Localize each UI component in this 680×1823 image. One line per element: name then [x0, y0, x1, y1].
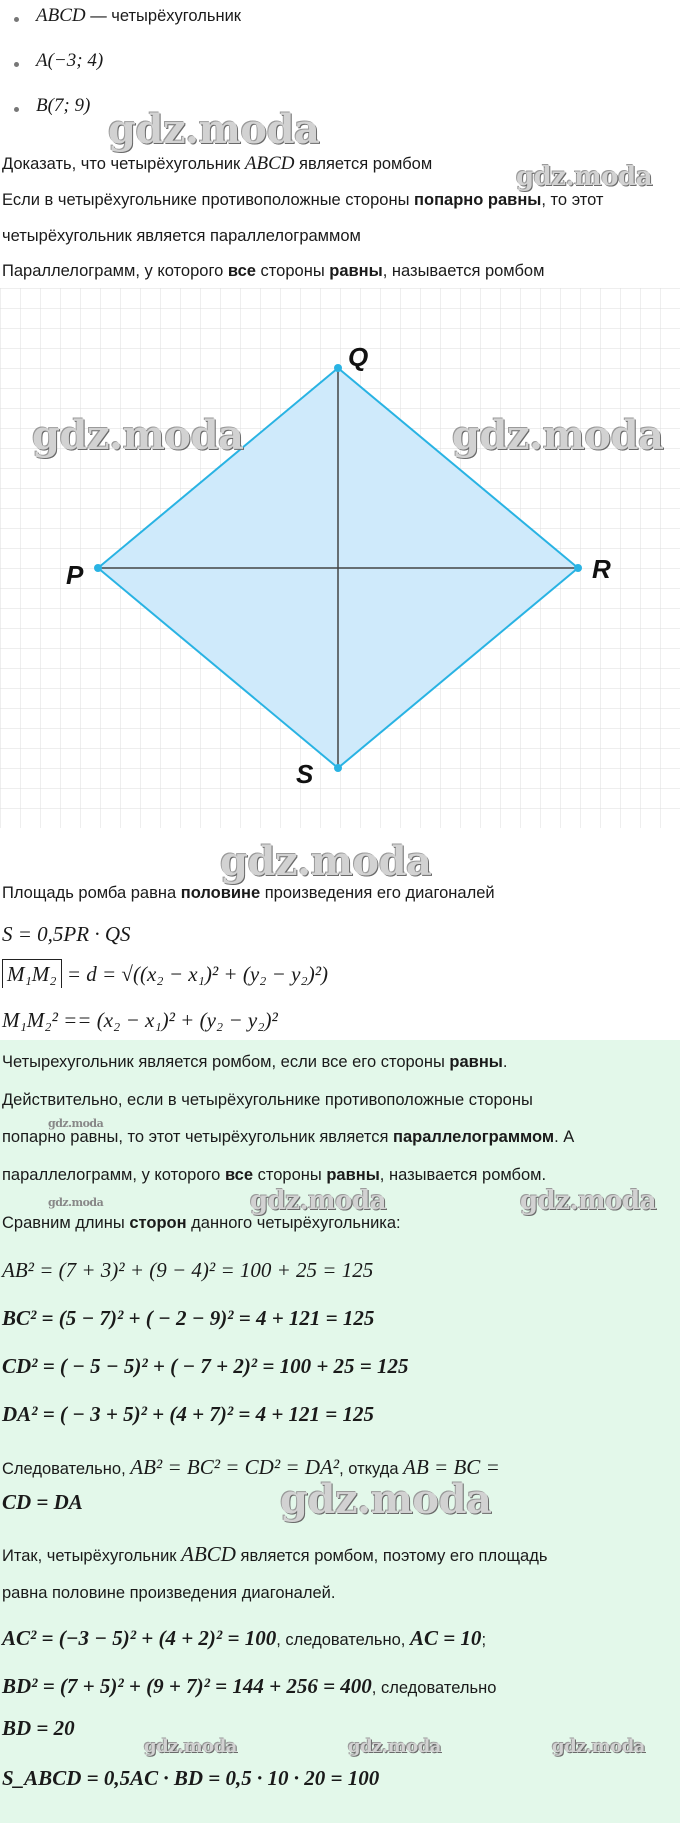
label-q: Q [348, 342, 369, 372]
formula-area: S = 0,5PR · QS [2, 922, 131, 946]
watermark: gdz.moda [552, 1736, 645, 1757]
solution-line-4: параллелограмм, у которого все стороны равны, называется ромбом. [2, 1166, 547, 1184]
given-item-2: A(−3; 4) [36, 50, 104, 71]
solution-line-5: Сравним длины сторон данного четырёхугольника: [2, 1214, 401, 1232]
itak-line-1: Итак, четырёхугольник ABCD является ромбом, поэтому его площадь [2, 1542, 548, 1566]
conclusion-result: CD = DA [2, 1490, 83, 1514]
theory-line-3: Параллелограмм, у которого все стороны равны, называется ромбом [2, 262, 545, 280]
equation-cd: CD² = ( − 5 − 5)² + ( − 7 + 2)² = 100 + 25 = 125 [2, 1354, 409, 1378]
area-rule: Площадь ромба равна половине произведения его диагоналей [2, 884, 495, 902]
label-p: P [66, 560, 84, 590]
equation-area-result: S_ABCD = 0,5AC · BD = 0,5 · 10 · 20 = 100 [2, 1766, 380, 1790]
equation-bd: BD² = (7 + 5)² + (9 + 7)² = 144 + 256 = 400, следовательно [2, 1674, 497, 1698]
theory-line-2: четырёхугольник является параллелограммом [2, 227, 361, 245]
task-statement: Доказать, что четырёхугольник ABCD является ромбом [2, 153, 433, 174]
bullet [14, 107, 19, 112]
watermark: gdz.moda [250, 1186, 387, 1216]
watermark: gdz.moda [108, 106, 320, 153]
vertex-s [334, 764, 342, 772]
watermark: gdz.moda [48, 1117, 104, 1130]
bullet [14, 17, 19, 22]
solution-line-1: Четырехугольник является ромбом, если все его стороны равны. [2, 1053, 508, 1071]
equation-bc: BC² = (5 − 7)² + ( − 2 − 9)² = 4 + 121 = 125 [2, 1306, 375, 1330]
formula-distance: M₁M₂ = d = √((x₂ − x₁)² + (y₂ − y₂)²) [2, 962, 328, 987]
watermark: gdz.moda [520, 1186, 657, 1216]
vertex-p [94, 564, 102, 572]
solution-line-2: Действительно, если в четырёхугольнике противоположные стороны [2, 1091, 533, 1109]
label-r: R [592, 554, 611, 584]
given-item-1: ABCD — четырёхугольник [36, 5, 242, 26]
itak-line-2: равна половине произведения диагоналей. [2, 1584, 336, 1602]
vertex-q [334, 364, 342, 372]
theory-line-1: Если в четырёхугольнике противоположные стороны попарно равны, то этот [2, 191, 604, 209]
equation-da: DA² = ( − 3 + 5)² + (4 + 7)² = 4 + 121 = 125 [2, 1402, 375, 1426]
equation-bd-result: BD = 20 [2, 1716, 75, 1740]
watermark: gdz.moda [280, 1476, 492, 1523]
watermark: gdz.moda [348, 1736, 441, 1757]
rhombus-diagram [0, 288, 680, 828]
solution-line-3: попарно равны, то этот четырёхугольник является параллелограммом. А [2, 1128, 575, 1146]
watermark: gdz.moda [48, 1196, 104, 1209]
bullet [14, 62, 19, 67]
formula-distance-squared: M₁M₂² == (x₂ − x₁)² + (y₂ − y₂)² [2, 1008, 278, 1032]
solution-block [0, 1040, 680, 1823]
watermark: gdz.moda [452, 412, 664, 459]
watermark: gdz.moda [144, 1736, 237, 1757]
equation-ac: AC² = (−3 − 5)² + (4 + 2)² = 100, следовательно, AC = 10; [2, 1626, 487, 1650]
label-s: S [296, 759, 314, 789]
given-item-3: B(7; 9) [36, 95, 91, 116]
conclusion-line: Следовательно, AB² = BC² = CD² = DA², откуда AB = BC = [2, 1455, 500, 1479]
vertex-r [574, 564, 582, 572]
watermark: gdz.moda [32, 412, 244, 459]
watermark: gdz.moda [220, 838, 432, 885]
equation-ab: AB² = (7 + 3)² + (9 − 4)² = 100 + 25 = 125 [2, 1258, 374, 1282]
watermark: gdz.moda [516, 162, 653, 192]
